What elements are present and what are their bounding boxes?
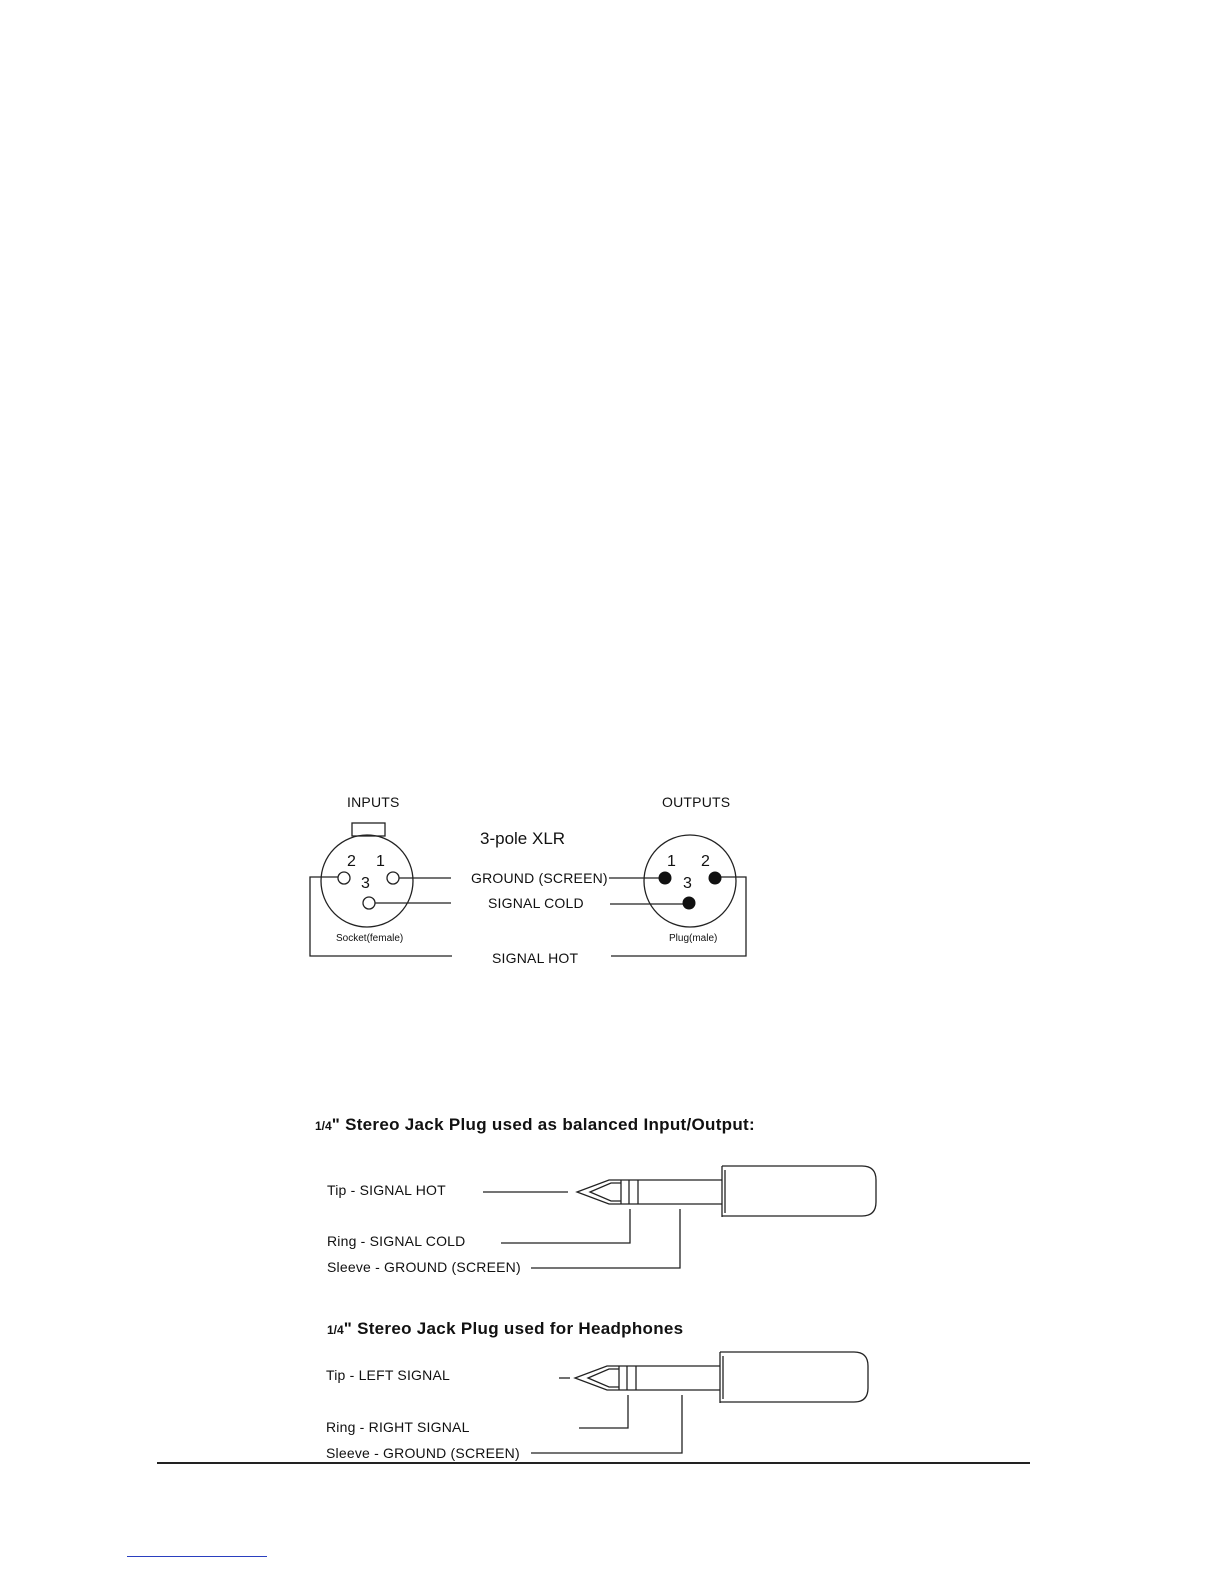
plug-pin-1 — [659, 872, 672, 885]
page-bottom-rule — [157, 1462, 1030, 1464]
balanced-ring-leader — [501, 1209, 630, 1243]
headphone-ring-leader — [579, 1395, 628, 1428]
balanced-fraction: 1/4 — [315, 1119, 332, 1133]
socket-caption: Socket(female) — [336, 933, 404, 944]
socket-pin-1-label: 1 — [376, 853, 385, 870]
balanced-heading-text: " Stereo Jack Plug used as balanced Input/Output: — [331, 1115, 755, 1134]
wire-label-ground: GROUND (SCREEN) — [471, 870, 608, 886]
socket-latch — [352, 823, 385, 836]
headphone-sleeve-label: Sleeve - GROUND (SCREEN) — [326, 1445, 520, 1461]
wire-hot-left — [310, 877, 452, 956]
headphone-jack-heading — [327, 1319, 683, 1339]
plug-pin-2-label: 2 — [701, 853, 710, 870]
balanced-handle — [722, 1166, 876, 1216]
headphone-sleeve-leader — [531, 1395, 682, 1453]
inputs-label: INPUTS — [347, 794, 400, 810]
headphone-heading-text: " Stereo Jack Plug used for Headphones — [343, 1319, 684, 1338]
balanced-tip-label: Tip - SIGNAL HOT — [327, 1182, 446, 1198]
headphone-ring-label: Ring - RIGHT SIGNAL — [326, 1419, 470, 1435]
plug-pin-1-label: 1 — [667, 853, 676, 870]
footer-link-underline[interactable] — [127, 1556, 267, 1557]
balanced-sleeve-label: Sleeve - GROUND (SCREEN) — [327, 1259, 521, 1275]
headphone-handle — [720, 1352, 868, 1402]
plug-pin-2 — [709, 872, 722, 885]
wire-label-hot: SIGNAL HOT — [492, 950, 579, 966]
wire-label-cold: SIGNAL COLD — [488, 895, 584, 911]
socket-pin-3-hole — [363, 897, 375, 909]
balanced-ring-label: Ring - SIGNAL COLD — [327, 1233, 466, 1249]
plug-caption: Plug(male) — [669, 933, 718, 944]
balanced-jack-heading — [315, 1115, 755, 1135]
headphone-fraction: 1/4 — [327, 1323, 344, 1337]
socket-pin-2-hole — [338, 872, 350, 884]
socket-pin-1-hole — [387, 872, 399, 884]
socket-pin-3-label: 3 — [361, 875, 370, 892]
socket-pin-2-label: 2 — [347, 853, 356, 870]
balanced-jack-plug-drawing — [483, 1166, 876, 1268]
outputs-label: OUTPUTS — [662, 794, 731, 810]
wire-hot-right — [611, 877, 746, 956]
headphone-tip-label: Tip - LEFT SIGNAL — [326, 1367, 450, 1383]
plug-pin-3-label: 3 — [683, 875, 692, 892]
balanced-sleeve-leader — [531, 1209, 680, 1268]
xlr-title: 3-pole XLR — [480, 829, 566, 848]
plug-pin-3 — [683, 897, 696, 910]
headphone-jack-plug-drawing — [531, 1352, 868, 1453]
